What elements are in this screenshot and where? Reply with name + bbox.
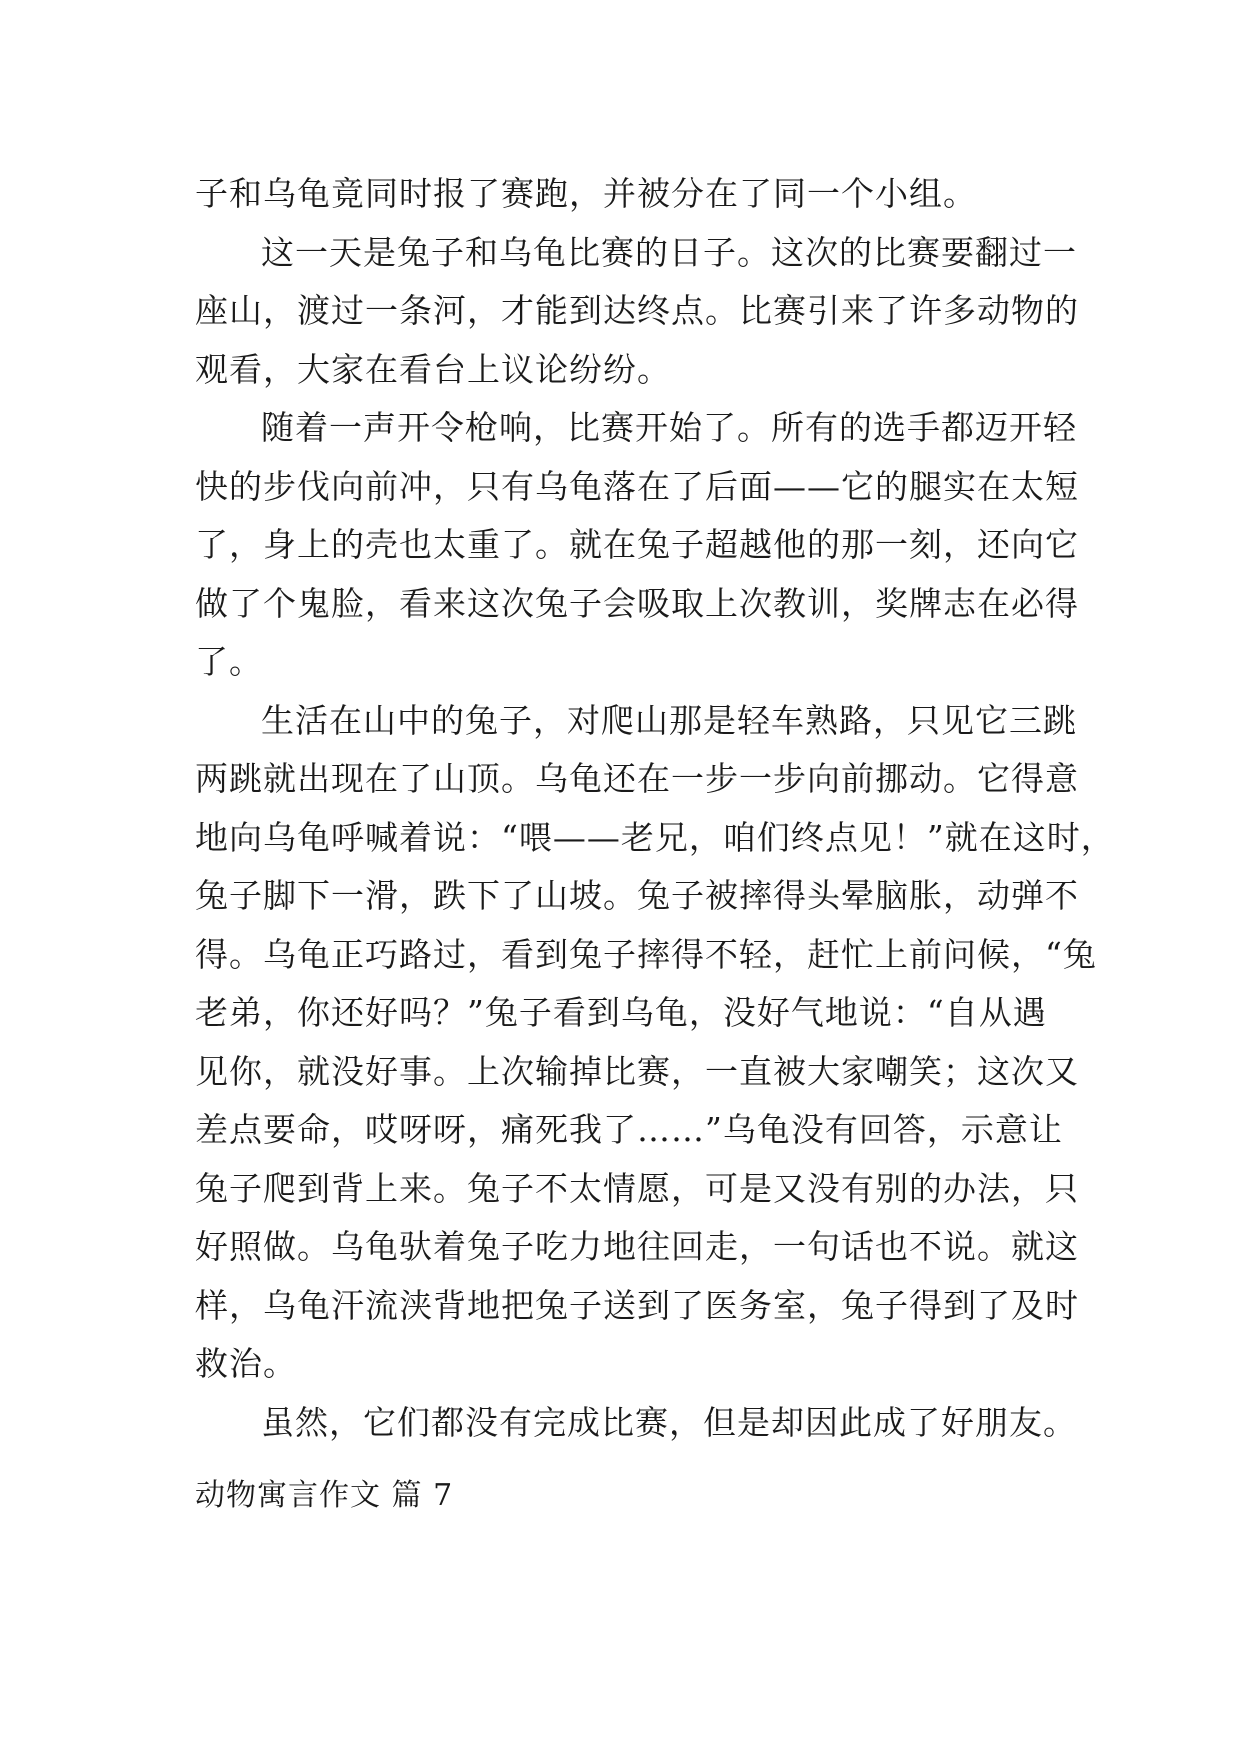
- text-line: 这一天是兔子和乌龟比赛的日子。这次的比赛要翻过一: [261, 232, 1077, 272]
- text-line: 兔子脚下一滑，跌下了山坡。兔子被摔得头晕脑胀，动弹不: [195, 876, 1079, 915]
- text-line: 好照做。乌龟驮着兔子吃力地往回走，一句话也不说。就这: [195, 1227, 1079, 1266]
- text-line: 兔子爬到背上来。兔子不太情愿，可是又没有别的办法，只: [195, 1168, 1079, 1208]
- text-line: 救治。: [195, 1344, 297, 1383]
- text-line: 子和乌龟竟同时报了赛跑，并被分在了同一个小组。: [195, 174, 977, 213]
- text-line: 得。乌龟正巧路过，看到兔子摔得不轻，赶忙上前问候，“兔: [195, 934, 1097, 974]
- text-line: 见你，就没好事。上次输掉比赛，一直被大家嘲笑；这次又: [195, 1051, 1079, 1091]
- text-line: 两跳就出现在了山顶。乌龟还在一步一步向前挪动。它得意: [195, 759, 1079, 798]
- document-body: [195, 165, 1115, 1452]
- text-line: 做了个鬼脸，看来这次兔子会吸取上次教训，奖牌志在必得: [195, 583, 1079, 623]
- text-line: 虽然，它们都没有完成比赛，但是却因此成了好朋友。: [261, 1402, 1077, 1442]
- text-line: 生活在山中的兔子，对爬山那是轻车熟路，只见它三跳: [261, 700, 1077, 740]
- text-line: 了，身上的壳也太重了。就在兔子超越他的那一刻，还向它: [195, 525, 1079, 564]
- text-line: 了。: [195, 642, 263, 681]
- text-line: 样，乌龟汗流浃背地把兔子送到了医务室，兔子得到了及时: [195, 1285, 1079, 1325]
- text-line: 快的步伐向前冲，只有乌龟落在了后面——它的腿实在太短: [195, 466, 1079, 506]
- text-line: 座山，渡过一条河，才能到达终点。比赛引来了许多动物的: [195, 291, 1079, 330]
- text-line: 随着一声开令枪响，比赛开始了。所有的选手都迈开轻: [261, 408, 1077, 447]
- text-line: 地向乌龟呼喊着说：“喂——老兄，咱们终点见！”就在这时，: [195, 817, 1115, 857]
- text-line: 差点要命，哎呀呀，痛死我了……”乌龟没有回答，示意让: [195, 1110, 1063, 1149]
- text-line: 老弟，你还好吗？”兔子看到乌龟，没好气地说：“自从遇: [195, 993, 1047, 1032]
- section-title: 动物寓言作文 篇 7: [195, 1478, 454, 1513]
- text-line: 观看，大家在看台上议论纷纷。: [195, 349, 671, 389]
